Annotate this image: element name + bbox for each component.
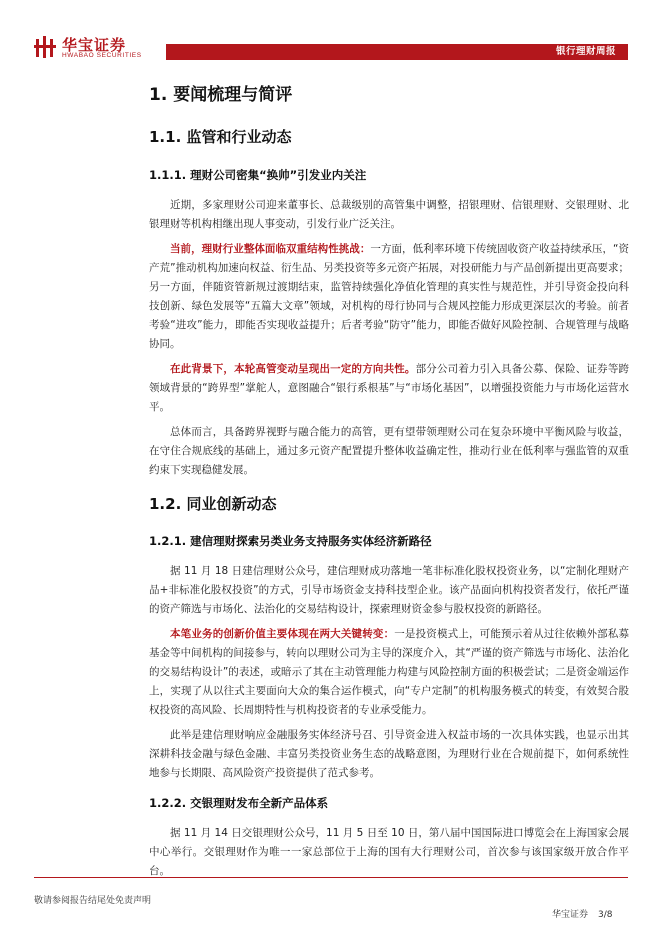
footer-disclaimer: 敬请参阅报告结尾处免责声明 xyxy=(34,896,152,906)
paragraph-body: 部分公司着力引入具备公募、保险、证券等跨领域背景的“跨界型”掌舵人，意图融合“银行系根基”与“市场化基因”，以增强投资能力与市场化运营水平。 xyxy=(149,363,630,413)
paragraph xyxy=(149,625,629,720)
section-1-1-title: 1.1. 监管和行业动态 xyxy=(149,128,292,146)
paragraph xyxy=(149,240,629,354)
section-1-2-2-title: 1.2.2. 交银理财发布全新产品体系 xyxy=(149,796,329,810)
section-1-title: 1. 要闻梳理与简评 xyxy=(149,85,293,105)
paragraph-lead: 当前，理财行业整体面临双重结构性挑战： xyxy=(170,243,371,255)
paragraph: 据 11 月 14 日交银理财公众号，11 月 5 日至 10 日，第八届中国国际进口博览会在上海国家会展中心举行。交银理财作为唯一一家总部位于上海的国有大行理财公司，首次参与该国家级开放合作平台。 xyxy=(149,827,629,877)
footer-page-info xyxy=(552,907,613,920)
huabao-logo-icon xyxy=(34,36,58,58)
paragraph xyxy=(149,360,629,417)
section-1-1-1-title: 1.1.1. 理财公司密集“换帅”引发业内关注 xyxy=(149,168,367,182)
paragraph: 据 11 月 18 日建信理财公众号，建信理财成功落地一笔非标准化股权投资业务，以“定制化理财产品+非标准化股权投资”的方式，引导市场资金支持科技型企业。该产品面向机构投资者发行，依托严谨的资产筛选与市场化、法治化的交易结构设计，探索理财资金参与股权投资的新路径。 xyxy=(149,565,629,615)
paragraph-body: 一方面，低利率环境下传统固收资产收益持续承压，“资产荒”推动机构加速向权益、衍生品、另类投资等多元资产拓展，对投研能力与产品创新提出更高要求；另一方面，伴随资管新规过渡期结束，监管持续强化净值化管理的真实性与规范性，并引导资金投向科技创新、绿色发展等“五篇大文章”领域，对机构的母行协同与合规风控能力形成更深层次的考验。前者考验“进攻”能力，即能否实现收益提升；后者考验“防守”能力，即能否做好风险控制、合规管理与战略协同。 xyxy=(149,243,629,350)
paragraph-body: 一是投资模式上，可能预示着从过往依赖外部私募基金等中间机构的间接参与，转向以理财公司为主导的深度介入，其“严谨的资产筛选与市场化、法治化的交易结构设计”的表述，或暗示了其在主动管理能力构建与风险控制方面的积极尝试；二是资金端运作上，实现了从以往式主要面向大众的集合运作模式，向“专户定制”的机构服务模式的转变，有效契合股权投资的高风险、长周期特性与机构投资者的专业承受能力。 xyxy=(149,628,629,716)
footer-divider xyxy=(34,877,628,878)
paragraph-lead: 在此背景下，本轮高管变动呈现出一定的方向共性。 xyxy=(170,363,416,375)
page-header xyxy=(0,0,662,62)
page-body xyxy=(149,80,629,881)
logo-english-name: HWABAO SECURITIES xyxy=(62,52,142,59)
page-number: 3/8 xyxy=(598,910,613,920)
paragraph: 此举是建信理财响应金融服务实体经济号召、引导资金进入权益市场的一次具体实践，也显示出其深耕科技金融与绿色金融、丰富另类投资业务生态的战略意图，为理财行业在合规前提下，如何系统性地参与长期限、高风险资产投资提供了范式参考。 xyxy=(149,729,629,779)
section-1-2-title: 1.2. 同业创新动态 xyxy=(149,495,277,513)
logo-chinese-name: 华宝证券 xyxy=(62,36,127,54)
footer-company: 华宝证券 xyxy=(552,910,589,920)
company-logo xyxy=(34,34,164,62)
paragraph: 近期，多家理财公司迎来董事长、总裁级别的高管集中调整，招银理财、信银理财、交银理财、北银理财等机构相继出现人事变动，引发行业广泛关注。 xyxy=(149,199,629,230)
report-tag: 银行理财周报 xyxy=(555,46,616,57)
header-bar xyxy=(166,44,628,60)
paragraph-lead: 本笔业务的创新价值主要体现在两大关键转变： xyxy=(170,628,395,640)
paragraph: 总体而言，具备跨界视野与融合能力的高管，更有望带领理财公司在复杂环境中平衡风险与收益，在守住合规底线的基础上，通过多元资产配置提升整体收益确定性，推动行业在低利率与强监管的双重约束下实现稳健发展。 xyxy=(149,426,629,476)
section-1-2-1-title: 1.2.1. 建信理财探索另类业务支持服务实体经济新路径 xyxy=(149,534,432,548)
